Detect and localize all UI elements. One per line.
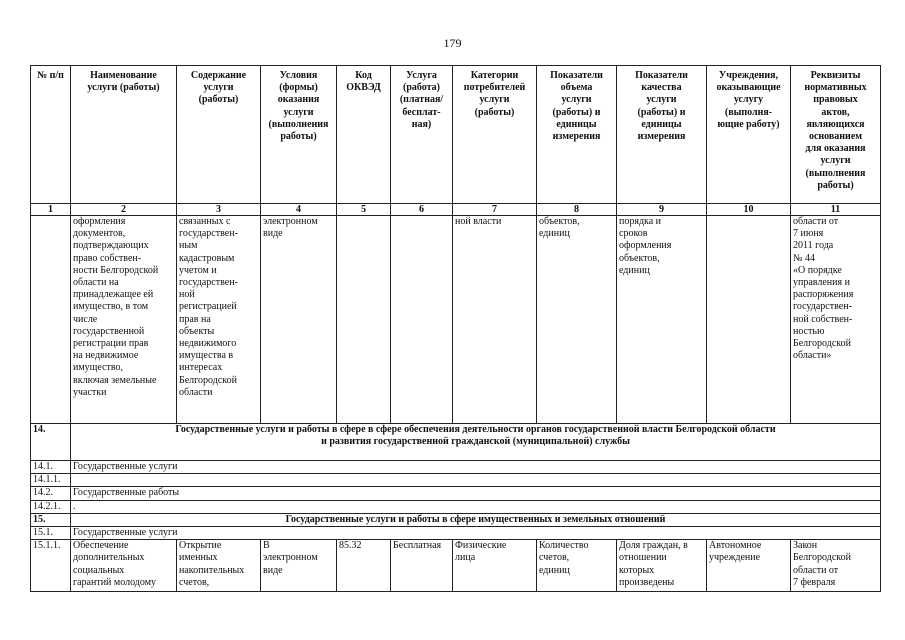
table-cell: ной власти bbox=[453, 216, 537, 424]
table-cell: 85.32 bbox=[337, 540, 391, 592]
service-row-15-1-1 bbox=[31, 540, 881, 592]
page-number: 179 bbox=[443, 36, 462, 50]
header-cell-acts: Реквизиты нормативных правовых актов, являющихся основанием для оказания услуги (выполнения работы) bbox=[791, 66, 881, 204]
table-row bbox=[31, 487, 881, 500]
col-number: 9 bbox=[617, 204, 707, 216]
table-cell: Автономное учреждение bbox=[707, 540, 791, 592]
table-cell bbox=[31, 216, 71, 424]
table-cell: порядка и сроков оформления объектов, единиц bbox=[617, 216, 707, 424]
table-row bbox=[31, 500, 881, 513]
header-cell-name: Наименование услуги (работы) bbox=[71, 66, 177, 204]
table-cell: Открытие именных накопительных счетов, bbox=[177, 540, 261, 592]
row-number: 14.2.1. bbox=[31, 500, 71, 513]
section-14-row bbox=[31, 424, 881, 461]
column-number-row bbox=[31, 204, 881, 216]
table-cell: объектов, единиц bbox=[537, 216, 617, 424]
col-number: 4 bbox=[261, 204, 337, 216]
col-number: 7 bbox=[453, 204, 537, 216]
table-cell bbox=[391, 216, 453, 424]
section-title: Государственные услуги и работы в сфере в сфере обеспечения деятельности органов государственной власти Белгородской области и развития государственной гражданской (муниципальной) службы bbox=[71, 424, 881, 461]
table-cell: Закон Белгородской области от 7 февраля bbox=[791, 540, 881, 592]
col-number: 10 bbox=[707, 204, 791, 216]
header-cell-institutions: Учреждения, оказывающие услугу (выполня- ющие работу) bbox=[707, 66, 791, 204]
header-cell-volume: Показатели объема услуги (работы) и единицы измерения bbox=[537, 66, 617, 204]
continuation-row bbox=[31, 216, 881, 424]
row-text bbox=[71, 474, 881, 487]
col-number: 3 bbox=[177, 204, 261, 216]
row-number: 14.2. bbox=[31, 487, 71, 500]
header-cell-num: № п/п bbox=[31, 66, 71, 204]
table-cell: электронном виде bbox=[261, 216, 337, 424]
row-text: Государственные работы bbox=[71, 487, 881, 500]
row-number: 14.1.1. bbox=[31, 474, 71, 487]
table-row bbox=[31, 461, 881, 474]
table-cell: связанных с государствен- ным кадастровым учетом и государствен- ной регистрацией прав на объекты недвижимого имущества в интересах Белгородской области bbox=[177, 216, 261, 424]
row-number: 15.1. bbox=[31, 527, 71, 540]
header-cell-consumers: Категории потребителей услуги (работы) bbox=[453, 66, 537, 204]
row-text: Государственные услуги bbox=[71, 527, 881, 540]
col-number: 2 bbox=[71, 204, 177, 216]
header-cell-content: Содержание услуги (работы) bbox=[177, 66, 261, 204]
section-number: 14. bbox=[31, 424, 71, 461]
table-cell: В электронном виде bbox=[261, 540, 337, 592]
table-cell: Доля граждан, в отношении которых произведены bbox=[617, 540, 707, 592]
section-number: 15. bbox=[31, 513, 71, 526]
row-number: 14.1. bbox=[31, 461, 71, 474]
table-cell: Физические лица bbox=[453, 540, 537, 592]
table-cell: оформления документов, подтверждающих право собствен- ности Белгородской области на принадлежащее ей имущество, в том числе государственной регистрации прав на недвижимое имущество, включая земельные участки bbox=[71, 216, 177, 424]
col-number: 1 bbox=[31, 204, 71, 216]
col-number: 11 bbox=[791, 204, 881, 216]
services-table bbox=[30, 65, 881, 592]
col-number: 8 bbox=[537, 204, 617, 216]
header-cell-conditions: Условия (формы) оказания услуги (выполнения работы) bbox=[261, 66, 337, 204]
table-cell: Обеспечение дополнительных социальных гарантий молодому bbox=[71, 540, 177, 592]
table-cell: Бесплатная bbox=[391, 540, 453, 592]
row-text: . bbox=[71, 500, 881, 513]
header-row bbox=[31, 66, 881, 204]
row-number: 15.1.1. bbox=[31, 540, 71, 592]
table-row bbox=[31, 527, 881, 540]
header-cell-paid: Услуга (работа) (платная/ бесплат- ная) bbox=[391, 66, 453, 204]
table-cell bbox=[337, 216, 391, 424]
row-text: Государственные услуги bbox=[71, 461, 881, 474]
header-cell-quality: Показатели качества услуги (работы) и единицы измерения bbox=[617, 66, 707, 204]
col-number: 6 bbox=[391, 204, 453, 216]
table-cell: Количество счетов, единиц bbox=[537, 540, 617, 592]
table-cell bbox=[707, 216, 791, 424]
col-number: 5 bbox=[337, 204, 391, 216]
section-title: Государственные услуги и работы в сфере имущественных и земельных отношений bbox=[71, 513, 881, 526]
table-row bbox=[31, 474, 881, 487]
table-cell: области от 7 июня 2011 года № 44 «О порядке управления и распоряжения государствен- ной собствен- ностью Белгородской области» bbox=[791, 216, 881, 424]
section-15-row bbox=[31, 513, 881, 526]
header-cell-okved: Код ОКВЭД bbox=[337, 66, 391, 204]
